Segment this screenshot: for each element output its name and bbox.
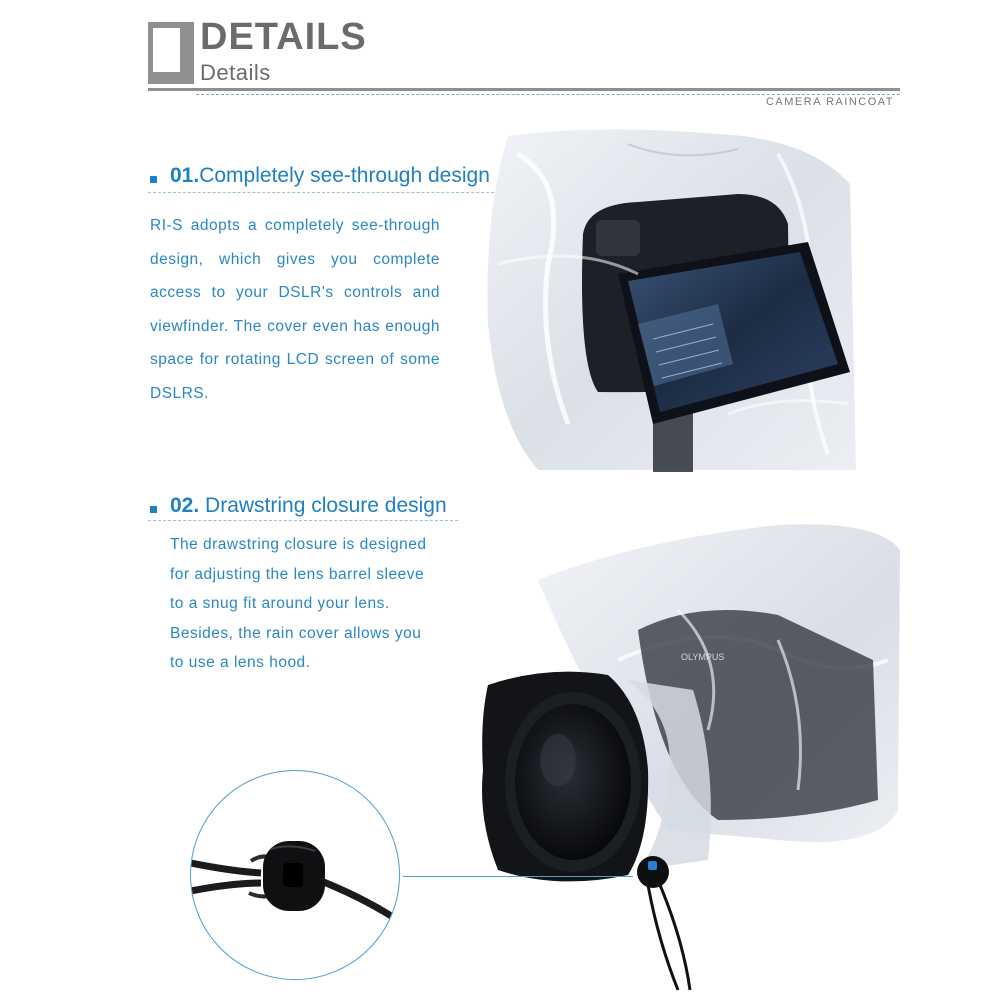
section-bullet-icon [150, 176, 157, 183]
section-2-line: The drawstring closure is designed [170, 536, 427, 553]
section-2-heading [170, 495, 447, 516]
drawstring-toggle-closeup [191, 771, 399, 979]
page-title: DETAILS [200, 16, 367, 58]
details-logo-mark [148, 22, 194, 84]
section-1-underline [148, 192, 494, 193]
callout-line [403, 876, 633, 877]
section-2-title: Drawstring closure design [205, 494, 447, 517]
drawstring-zoom-callout [190, 770, 400, 980]
section-2-line: to a snug fit around your lens. [170, 595, 390, 612]
section-1-body [150, 209, 440, 410]
section-1-title: Completely see-through design [199, 164, 490, 187]
section-1-line: access to your DSLR's controls and [150, 284, 440, 301]
section-bullet-icon [150, 506, 157, 513]
section-2-line: to use a lens hood. [170, 654, 311, 671]
camera-raincoat-lens-photo [478, 520, 903, 995]
section-2-line: for adjusting the lens barrel sleeve [170, 565, 425, 583]
section-1-number: 01. [170, 164, 200, 187]
section-1-line: viewfinder. The cover even has enough [150, 317, 440, 335]
section-1-line: design, which gives you complete [150, 250, 440, 268]
product-tag: CAMERA RAINCOAT [765, 96, 894, 108]
section-2-body [170, 530, 470, 678]
brand-mark-text: OLYMPUS [681, 652, 725, 662]
section-1-line: DSLRS. [150, 384, 209, 402]
camera-raincoat-back-photo [478, 124, 858, 472]
section-1-heading [170, 165, 490, 186]
section-2-line: Besides, the rain cover allows you [170, 624, 422, 642]
section-1-line: RI-S adopts a completely see-through [150, 217, 440, 234]
section-1-line: space for rotating LCD screen of some [150, 351, 440, 368]
header-dashed-divider [196, 94, 900, 95]
section-2-number: 02. [170, 494, 200, 517]
page-subtitle: Details [200, 60, 271, 85]
header-divider [148, 88, 900, 91]
section-2-underline [148, 520, 458, 521]
